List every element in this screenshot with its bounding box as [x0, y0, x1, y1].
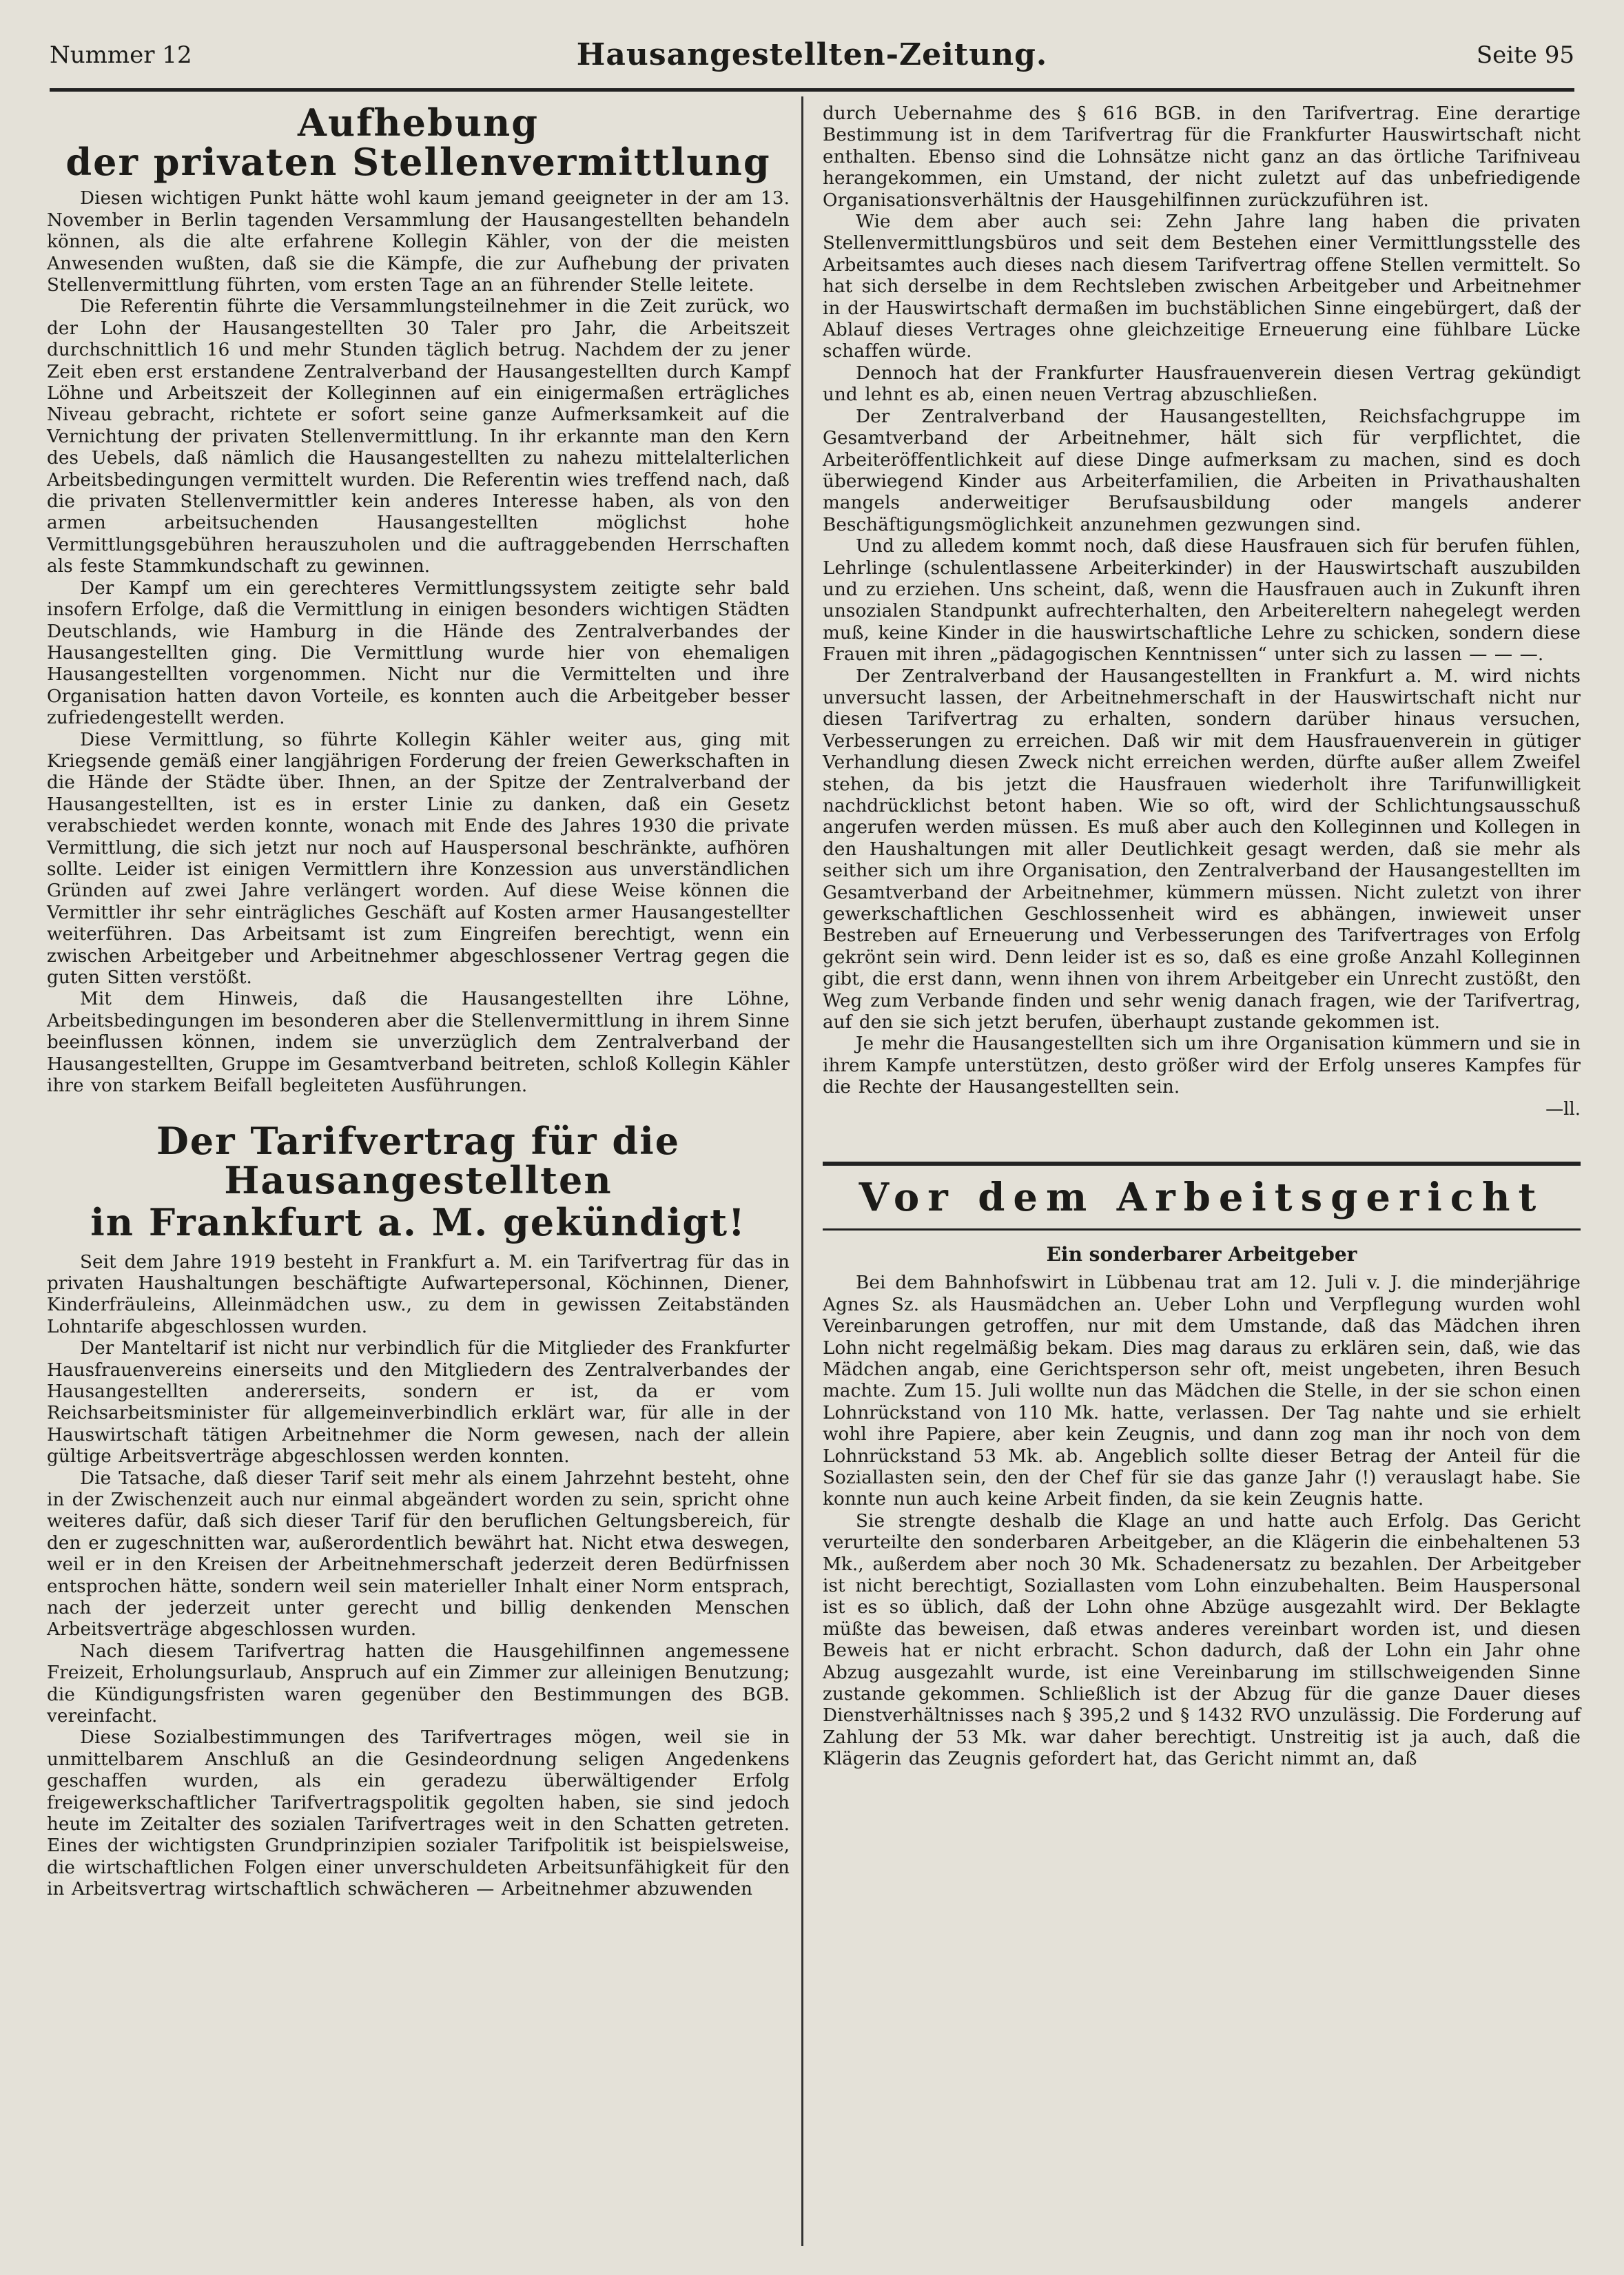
article-2-signature: —ll. — [1545, 1098, 1581, 1120]
article-2-paragraph: durch Uebernahme des § 616 BGB. in den Tarifvertrag. Eine derartige Bestimmung ist in dem Tarifvertrag für die Frankfurter Hauswirtschaft nicht enthalten. Ebenso sind die Lohnsätze nicht ganz an das örtliche Tarifniveau herangekommen, ein Umstand, der nicht zuletzt auf das unbefriedigende Organisationsverhältnis der Hausgehilfinnen zurückzuführen ist. — [823, 103, 1581, 211]
section-rule — [823, 1162, 1581, 1166]
article-2-title-line-1: Der Tarifvertrag für die Hausangestellten — [156, 1119, 681, 1203]
right-column — [823, 103, 1581, 1771]
article-1-title-line-1: Aufhebung — [297, 101, 539, 145]
article-2-paragraph: Nach diesem Tarifvertrag hatten die Hausgehilfinnen angemessene Freizeit, Erholungsurlaub, Anspruch auf ein Zimmer zur alleinigen Benutzung; die Kündigungsfristen waren gegenüber den Bestimmungen des BGB. vereinfacht. — [47, 1640, 790, 1727]
article-2-paragraph: Dennoch hat der Frankfurter Hausfrauenverein diesen Vertrag gekündigt und lehnt es ab, einen neuen Vertrag abzuschließen. — [823, 362, 1581, 406]
header-rule — [50, 88, 1574, 92]
section-rule — [823, 1228, 1581, 1231]
issue-number: Nummer 12 — [50, 41, 192, 69]
article-1-paragraph: Diese Vermittlung, so führte Kollegin Kähler weiter aus, ging mit Kriegsende gemäß einer langjährigen Forderung der freien Gewerkschaften in die Hände der Städte über. Ihnen, an der Spitze der Zentralverband der Hausangestellten, ist es in erster Linie zu danken, daß ein Gesetz verabschiedet werden konnte, wonach mit Ende des Jahres 1930 die private Vermittlung, die sich jetzt nur noch auf Hauspersonal beschränkte, aufhören sollte. Leider ist einigen Vermittlern ihre Konzession aus unverständlichen Gründen auf zwei Jahre verlängert worden. Auf diese Weise können die Vermittler ihr sehr einträgliches Geschäft auf Kosten armer Hausangestellter weiterführen. Das Arbeitsamt ist zum Eingreifen berechtigt, wenn ein zwischen Arbeitgeber und Arbeitnehmer abgeschlossener Vertrag gegen die guten Sitten verstößt. — [47, 729, 790, 988]
article-3-subtitle: Ein sonderbarer Arbeitgeber — [1046, 1243, 1357, 1266]
article-2-paragraph: Die Tatsache, daß dieser Tarif seit mehr als einem Jahrzehnt besteht, ohne in der Zwischenzeit auch nur einmal abgeändert worden zu sein, spricht ohne weiteres dafür, daß sich dieser Tarif für den beruflichen Geltungsbereich, für den er zugeschnitten war, außerordentlich bewährt hat. Nicht etwa deswegen, weil er in den Kreisen der Arbeitnehmerschaft jederzeit deren Bedürfnissen entsprochen hätte, sondern weil sein materieller Inhalt einer Norm entsprach, nach der jederzeit unter gerecht und billig denkenden Menschen Arbeitsverträge abgeschlossen wurden. — [47, 1468, 790, 1640]
article-2-paragraph: Seit dem Jahre 1919 besteht in Frankfurt a. M. ein Tarifvertrag für das in privaten Haushaltungen beschäftigte Aufwartepersonal, Köchinnen, Diener, Kinderfräuleins, Alleinmädchen usw., zu dem in gewissen Zeitabständen Lohntarife abgeschlossen wurden. — [47, 1251, 790, 1337]
article-2-paragraph: Der Manteltarif ist nicht nur verbindlich für die Mitglieder des Frankfurter Hausfrauenvereins einerseits und den Mitgliedern des Zentralverbandes der Hausangestellten andererseits, sondern er ist, da er vom Reichsarbeitsminister für allgemeinverbindlich erklärt war, für alle in der Hauswirtschaft tätigen Arbeitnehmer die Norm gewesen, nach der allein gültige Arbeitsverträge abgeschlossen werden konnten. — [47, 1338, 790, 1468]
newspaper-title: Hausangestellten-Zeitung. — [576, 37, 1048, 72]
column-divider — [801, 96, 803, 2246]
article-1-paragraph: Der Kampf um ein gerechteres Vermittlungssystem zeitigte sehr bald insofern Erfolge, daß die Vermittlung in einigen besonders wichtigen Städten Deutschlands, wie Hamburg in die Hände des Zentralverbandes der Hausangestellten ging. Die Vermittlung wurde hier von ehemaligen Hausangestellten vorgenommen. Nicht nur die Vermittelten und ihre Organisation hatten davon Vorteile, es konnten auch die Arbeitgeber besser zufriedengestellt werden. — [47, 577, 790, 729]
article-2-paragraph: Und zu alledem kommt noch, daß diese Hausfrauen sich für berufen fühlen, Lehrlinge (schulentlassene Arbeiterkinder) in der Hauswirtschaft auszubilden und zu erziehen. Uns scheint, daß, wenn die Hausfrauen auch in Zukunft ihren unsozialen Standpunkt aufrechterhalten, den Arbeitereltern nahegelegt werden muß, keine Kinder in die hauswirtschaftliche Lehre zu schicken, sondern diese Frauen mit ihren „pädagogischen Kenntnissen“ unter sich zu lassen — — —. — [823, 536, 1581, 666]
article-1-paragraph: Mit dem Hinweis, daß die Hausangestellten ihre Löhne, Arbeitsbedingungen im besonderen aber die Stellenvermittlung in ihrem Sinne beeinflussen können, indem sie unverzüglich dem Zentralverband der Hausangestellten, Gruppe im Gesamtverband beitreten, schloß Kollegin Kähler ihre von starkem Beifall begleiteten Ausführungen. — [47, 989, 790, 1097]
article-1-paragraph: Die Referentin führte die Versammlungsteilnehmer in die Zeit zurück, wo der Lohn der Hausangestellten 30 Taler pro Jahr, die Arbeitszeit durchschnittlich 16 und mehr Stunden täglich betrug. Nachdem der zu jener Zeit eben erst erstandene Zentralverband der Hausangestellten durch Kampf Löhne und Arbeitszeit der Kolleginnen auf ein einigermaßen erträgliches Niveau gebracht, richtete er sofort seine ganze Aufmerksamkeit auf die Vernichtung der privaten Stellenvermittlung. In ihr erkannte man den Kern des Uebels, daß nämlich die Hausangestellten zu nahezu mittelalterlichen Arbeitsbedingungen vermittelt wurden. Die Referentin wies treffend nach, daß die privaten Stellenvermittler kein anderes Interesse haben, als von den armen arbeitsuchenden Hausangestellten möglichst hohe Vermittlungsgebühren herauszuholen und die auftraggebenden Herrschaften als feste Stammkundschaft zu gewinnen. — [47, 296, 790, 577]
article-2-paragraph: Der Zentralverband der Hausangestellten, Reichsfachgruppe im Gesamtverband der Arbeitnehmer, hält sich für verpflichtet, die Arbeiteröffentlichkeit auf diese Dinge aufmerksam zu machen, sind es doch überwiegend Kinder aus Arbeiterfamilien, die Arbeiten in Privathaushalten mangels anderweitiger Berufsausbildung oder mangels anderer Beschäftigungsmöglichkeit anzunehmen gezwungen sind. — [823, 406, 1581, 535]
article-1-paragraph: Diesen wichtigen Punkt hätte wohl kaum jemand geeigneter in der am 13. November in Berlin tagenden Versammlung der Hausangestellten behandeln können, als die alte erfahrene Kollegin Kähler, von der die meisten Anwesenden wußten, daß sie die Kämpfe, die zur Aufhebung der privaten Stellenvermittlung führten, vom ersten Tage an an führender Stelle leitete. — [47, 188, 790, 296]
article-2-paragraph: Der Zentralverband der Hausangestellten in Frankfurt a. M. wird nichts unversucht lassen, der Arbeitnehmerschaft in der Hauswirtschaft nicht nur diesen Tarifvertrag zu erhalten, sondern darüber hinaus versuchen, Verbesserungen zu erreichen. Daß wir mit dem Hausfrauenverein in gütiger Verhandlung diesen Zweck nicht erreichen werden, dürfte außer allem Zweifel stehen, da bis jetzt die Hausfrauen wiederholt ihre Tarifunwilligkeit nachdrücklichst betont haben. Wie so oft, wird der Schlichtungsausschuß angerufen werden müssen. Es muß aber auch den Kolleginnen und Kollegen in den Haushaltungen mit aller Deutlichkeit gesagt werden, daß sie mehr als seither sich um ihre Organisation, den Zentralverband der Hausangestellten im Gesamtverband der Arbeitnehmer, kümmern müssen. Nicht zuletzt von ihrer gewerkschaftlichen Geschlossenheit wird es abhängen, inwieweit unser Bestreben auf Erneuerung und Verbesserungen des Tarifvertrages von Erfolg gekrönt sein wird. Denn leider ist es so, daß es eine große Anzahl Kolleginnen gibt, die erst dann, wenn ihnen von ihrem Arbeitgeber ein Unrecht zustößt, den Weg zum Verbande finden und sehr wenig danach fragen, wie der Tarifvertrag, auf den sie sich jetzt berufen, überhaupt zustande gekommen ist. — [823, 666, 1581, 1033]
article-2-title-line-2: in Frankfurt a. M. gekündigt! — [90, 1200, 746, 1244]
article-3-paragraph: Sie strengte deshalb die Klage an und hatte auch Erfolg. Das Gericht verurteilte den sonderbaren Arbeitgeber, an die Klägerin die einbehaltenen 53 Mk., außerdem aber noch 30 Mk. Schadenersatz zu bezahlen. Der Arbeitgeber ist nicht berechtigt, Soziallasten vom Lohn einzubehalten. Beim Hauspersonal ist es so üblich, daß der Lohn ohne Abzüge ausgezahlt wird. Der Beklagte müßte das beweisen, daß etwas anderes vereinbart worden ist, und diesen Beweis hat er nicht erbracht. Schon dadurch, daß der Lohn ein Jahr ohne Abzug ausgezahlt wurde, ist eine Vereinbarung im stillschweigenden Sinne zustande gekommen. Schließlich ist der Abzug für die ganze Dauer dieses Dienstverhältnisses nach § 395,2 und § 1432 RVO unzulässig. Die Forderung auf Zahlung der 53 Mk. war daher berechtigt. Unstreitig ist ja auch, daß die Klägerin das Zeugnis gefordert hat, das Gericht nimmt an, daß — [823, 1510, 1581, 1770]
article-1-title-line-2: der privaten Stellenvermittlung — [65, 139, 771, 184]
section-title: Vor dem Arbeitsgericht — [859, 1174, 1545, 1220]
article-3-paragraph: Bei dem Bahnhofswirt in Lübbenau trat am 12. Juli v. J. die minderjährige Agnes Sz. als Hausmädchen an. Ueber Lohn und Verpflegung wurden wohl Vereinbarungen getroffen, nur mit dem Umstande, daß das Mädchen ihren Lohn nicht regelmäßig bekam. Dies mag daraus zu erklären sein, daß, wie das Mädchen angab, eine Gerichtsperson sehr oft, meist ungebeten, ihren Besuch machte. Zum 15. Juli wollte nun das Mädchen die Stelle, in der sie schon einen Lohnrückstand von 110 Mk. hatte, verlassen. Der Tag nahte und sie erhielt wohl ihre Papiere, aber kein Zeugnis, und dann zog man ihr noch von dem Lohnrückstand 53 Mk. ab. Angeblich sollte dieser Betrag der Anteil für die Soziallasten sein, den der Chef für sie das ganze Jahr (!) verauslagt habe. Sie konnte nun auch keine Arbeit finden, da sie kein Zeugnis hatte. — [823, 1273, 1581, 1510]
running-head — [50, 36, 1574, 77]
article-2-paragraph: Diese Sozialbestimmungen des Tarifvertrages mögen, weil sie in unmittelbarem Anschluß an die Gesindeordnung seligen Angedenkens geschaffen wurden, als ein geradezu überwältigender Erfolg freigewerkschaftlicher Tarifvertragspolitik gegolten haben, sie sind jedoch heute im Zeitalter des sozialen Tarifvertrages weit in den Schatten getreten. Eines der wichtigsten Grundprinzipien sozialer Tarifpolitik ist beispielsweise, die wirtschaftlichen Folgen einer unverschuldeten Arbeitsunfähigkeit für den in Arbeitsvertrag wirtschaftlich schwächeren — Arbeitnehmer abzuwenden — [47, 1727, 790, 1900]
article-2-paragraph: Je mehr die Hausangestellten sich um ihre Organisation kümmern und sie in ihrem Kampfe unterstützen, desto größer wird der Erfolg unseres Kampfes für die Rechte der Hausangestellten sein. — [823, 1033, 1581, 1098]
left-column — [47, 103, 790, 1901]
article-2-paragraph: Wie dem aber auch sei: Zehn Jahre lang haben die privaten Stellenvermittlungsbüros und seit dem Bestehen einer Vermittlungsstelle des Arbeitsamtes auch dieses nach diesem Tarifvertrag offene Stellen vermittelt. So hat sich derselbe in dem Rechtsleben zwischen Arbeitgeber und Arbeitnehmer in der Hauswirtschaft dermaßen im buchstäblichen Sinne eingebürgert, daß der Ablauf dieses Vertrages ohne gleichzeitige Erneuerung eine fühlbare Lücke schaffen würde. — [823, 212, 1581, 362]
page-number: Seite 95 — [1476, 41, 1574, 69]
